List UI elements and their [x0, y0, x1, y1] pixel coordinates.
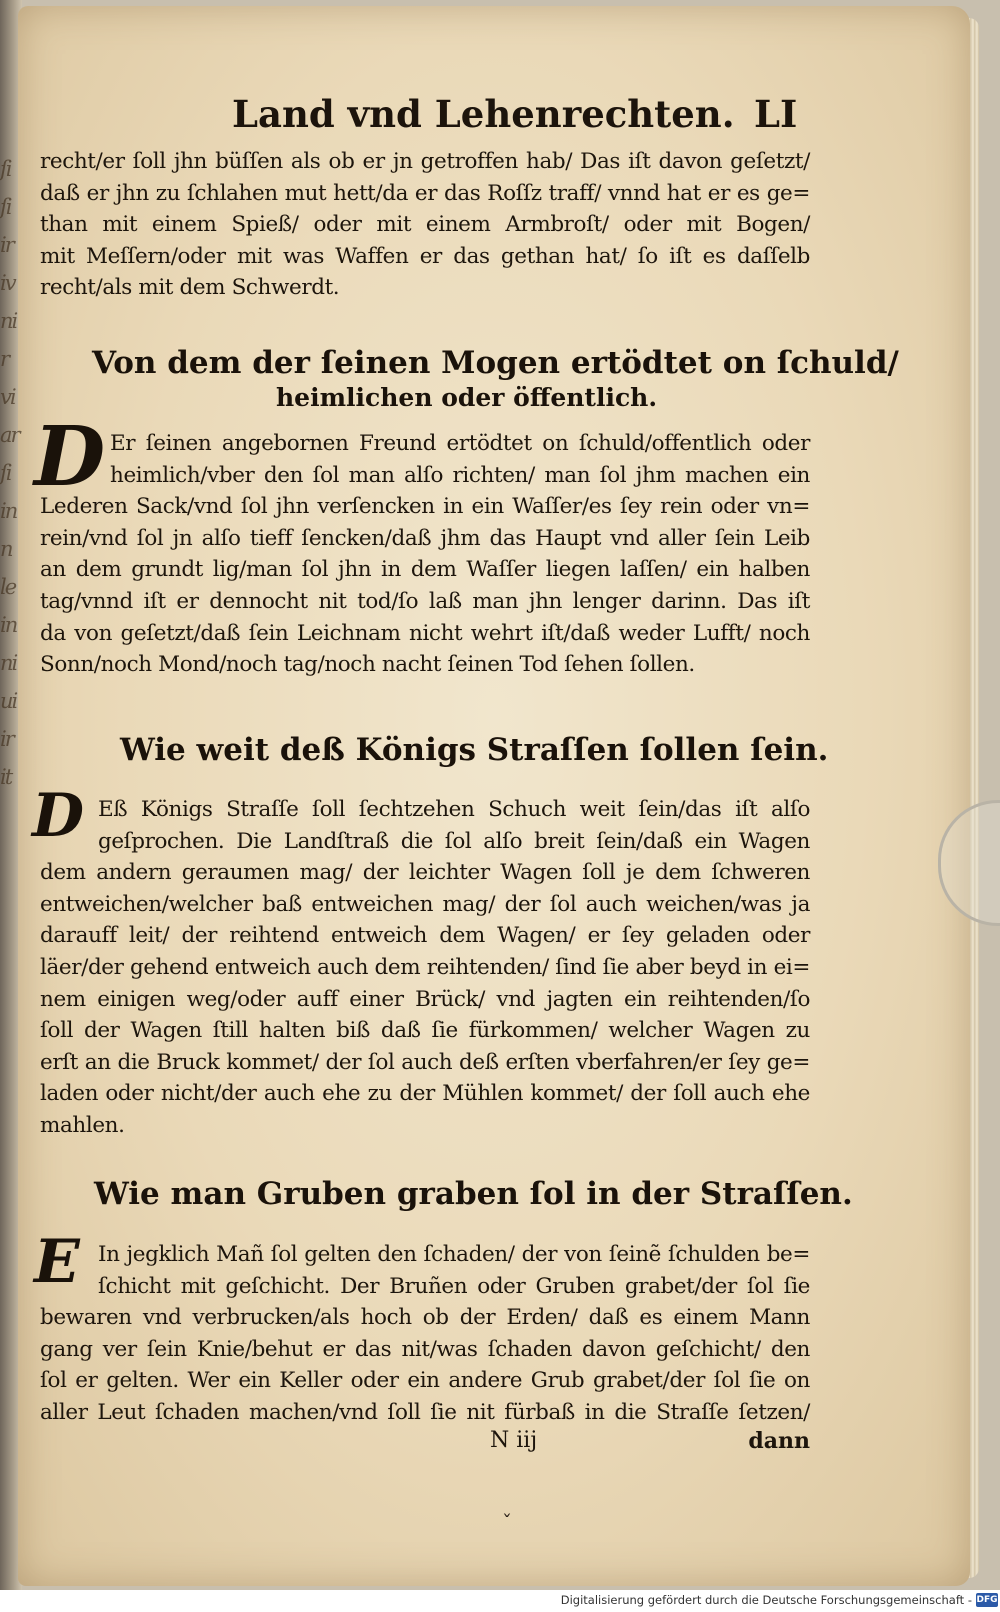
drop-cap: E: [34, 1227, 80, 1297]
text-line: recht/er ſoll jhn büſſen als ob er jn getroffen hab/ Das iſt davon geſetzt/: [40, 149, 810, 174]
text-line: ſchicht mit geſchicht. Der Bruñen oder Gruben grabet/der ſol ſie: [98, 1273, 810, 1299]
margin-note: in: [0, 613, 17, 637]
digitization-footer: [0, 1590, 1000, 1612]
margin-note: ir: [0, 233, 13, 257]
page-header: [40, 92, 800, 152]
section-paragraph: [40, 428, 810, 681]
margin-note: ir: [0, 727, 13, 751]
drop-cap: D: [32, 781, 85, 851]
margin-note: vi: [0, 385, 15, 409]
text-line: ſoll der Wagen ſtill halten biß daß ſie fürkommen/ welcher Wagen zu: [40, 1018, 810, 1044]
margin-note: ſi: [0, 195, 11, 219]
text-line: rein/vnd ſol jn alſo tieff ſencken/daß jhm das Haupt vnd aller ſein Leib: [40, 525, 810, 551]
margin-note: ſi: [0, 461, 11, 485]
text-line: than mit einem Spieß/ oder mit einem Armbroſt/ oder mit Bogen/: [40, 212, 810, 238]
drop-cap: D: [34, 409, 106, 505]
text-line: mahlen.: [40, 1112, 125, 1138]
text-line: ſol er gelten. Wer ein Keller oder ein andere Grub grabet/der ſol ſie on: [40, 1368, 810, 1394]
text-line: gang ver ſein Knie/behut er das nit/was ſchaden davon geſchicht/ den: [40, 1336, 810, 1362]
margin-note: ſi: [0, 157, 11, 181]
margin-notes: [0, 150, 24, 796]
dfg-logo-icon: DFG: [976, 1595, 998, 1605]
text-line: nem einigen weg/oder auff einer Brück/ vnd jagten ein reihtenden/ſo: [40, 986, 810, 1012]
catchword: dann: [748, 1428, 810, 1454]
text-line: geſprochen. Die Landſtraß die ſol alſo breit ſein/daß ein Wagen: [98, 828, 810, 854]
section-heading: Wie weit deß Königs Straſſen ſollen ſein.: [120, 732, 829, 768]
paragraph-continuation: [40, 146, 810, 304]
section-paragraph: [40, 794, 810, 1142]
text-line: tag/vnnd iſt er dennocht nit tod/ſo laß man jhn lenger darinn. Das iſt: [40, 588, 810, 614]
text-line: dem andern geraumen mag/ der leichter Wagen ſoll je dem ſchweren: [40, 860, 810, 886]
text-line: Eß Königs Straſſe ſoll ſechtzehen Schuch weit ſein/das iſt alſo: [98, 797, 810, 822]
funding-credit: Digitalisierung gefördert durch die Deutsche Forschungsgemeinschaft -: [560, 1593, 972, 1607]
margin-note: ni: [0, 651, 17, 675]
text-line: an dem grundt lig/man ſol jhn in dem Waſſer liegen laſſen/ ein halben: [40, 557, 810, 583]
margin-note: it: [0, 765, 12, 789]
stray-ink-mark: ˇ: [502, 1510, 512, 1534]
margin-note: n: [0, 537, 12, 561]
text-line: Er ſeinen angebornen Freund ertödtet on ſchuld/offentlich oder: [110, 431, 810, 456]
text-line: In jegklich Mañ ſol gelten den ſchaden/ der von ſeinẽ ſchulden be=: [98, 1242, 810, 1267]
section-heading: Wie man Gruben graben ſol in der Straſſen.: [94, 1176, 853, 1212]
text-line: daß er jhn zu ſchlahen mut hett/da er das Roſſz traff/ vnnd hat er es ge=: [40, 180, 810, 206]
text-line: darauff leit/ der reihtend entweich dem Wagen/ er ſey geladen oder: [40, 923, 810, 949]
text-line: laden oder nicht/der auch ehe zu der Mühlen kommet/ der ſoll auch ehe: [40, 1081, 810, 1107]
text-line: entweichen/welcher baß entweichen mag/ der ſol auch weichen/was ja: [40, 891, 810, 917]
margin-note: ui: [0, 689, 17, 713]
page-foot: [40, 1428, 810, 1460]
margin-note: ar: [0, 423, 19, 447]
margin-note: iv: [0, 271, 15, 295]
text-line: aller Leut ſchaden machen/vnd ſoll ſie nit fürbaß in die Straſſe ſetzen/: [40, 1399, 810, 1425]
margin-note: in: [0, 499, 17, 523]
running-title: Land vnd Lehenrechten.: [232, 92, 735, 136]
text-line: erſt an die Bruck kommet/ der ſol auch deß erſten vberfahren/er ſey ge=: [40, 1049, 810, 1075]
text-line: läer/der gehend entweich auch dem reihtenden/ ſind ſie aber beyd in ei=: [40, 954, 810, 980]
section-paragraph: [40, 1239, 810, 1429]
signature-mark: N iij: [490, 1428, 538, 1453]
section-heading: Von dem der ſeinen Mogen ertödtet on ſchuld/: [92, 345, 899, 381]
text-line: heimlich/vber den ſol man alſo richten/ man ſol jhm machen ein: [110, 462, 810, 488]
section-heading-continuation: heimlichen oder öffentlich.: [276, 383, 658, 412]
text-line: Lederen Sack/vnd ſol jhn verſencken in ein Waſſer/es ſey rein oder vn=: [40, 494, 810, 520]
text-line: recht/als mit dem Schwerdt.: [40, 275, 340, 301]
margin-note: r: [0, 347, 9, 371]
margin-note: le: [0, 575, 16, 599]
folio-number: LI: [754, 92, 798, 136]
text-line: bewaren vnd verbrucken/als hoch ob der Erden/ daß es einem Mann: [40, 1305, 810, 1331]
text-line: da von geſetzt/daß ſein Leichnam nicht wehrt iſt/daß weder Lufft/ noch: [40, 620, 810, 646]
margin-note: ni: [0, 309, 17, 333]
text-line: mit Meſſern/oder mit was Waffen er das gethan hat/ ſo iſt es daſſelb: [40, 243, 810, 269]
text-line: Sonn/noch Mond/noch tag/noch nacht ſeinen Tod ſehen ſollen.: [40, 652, 695, 678]
